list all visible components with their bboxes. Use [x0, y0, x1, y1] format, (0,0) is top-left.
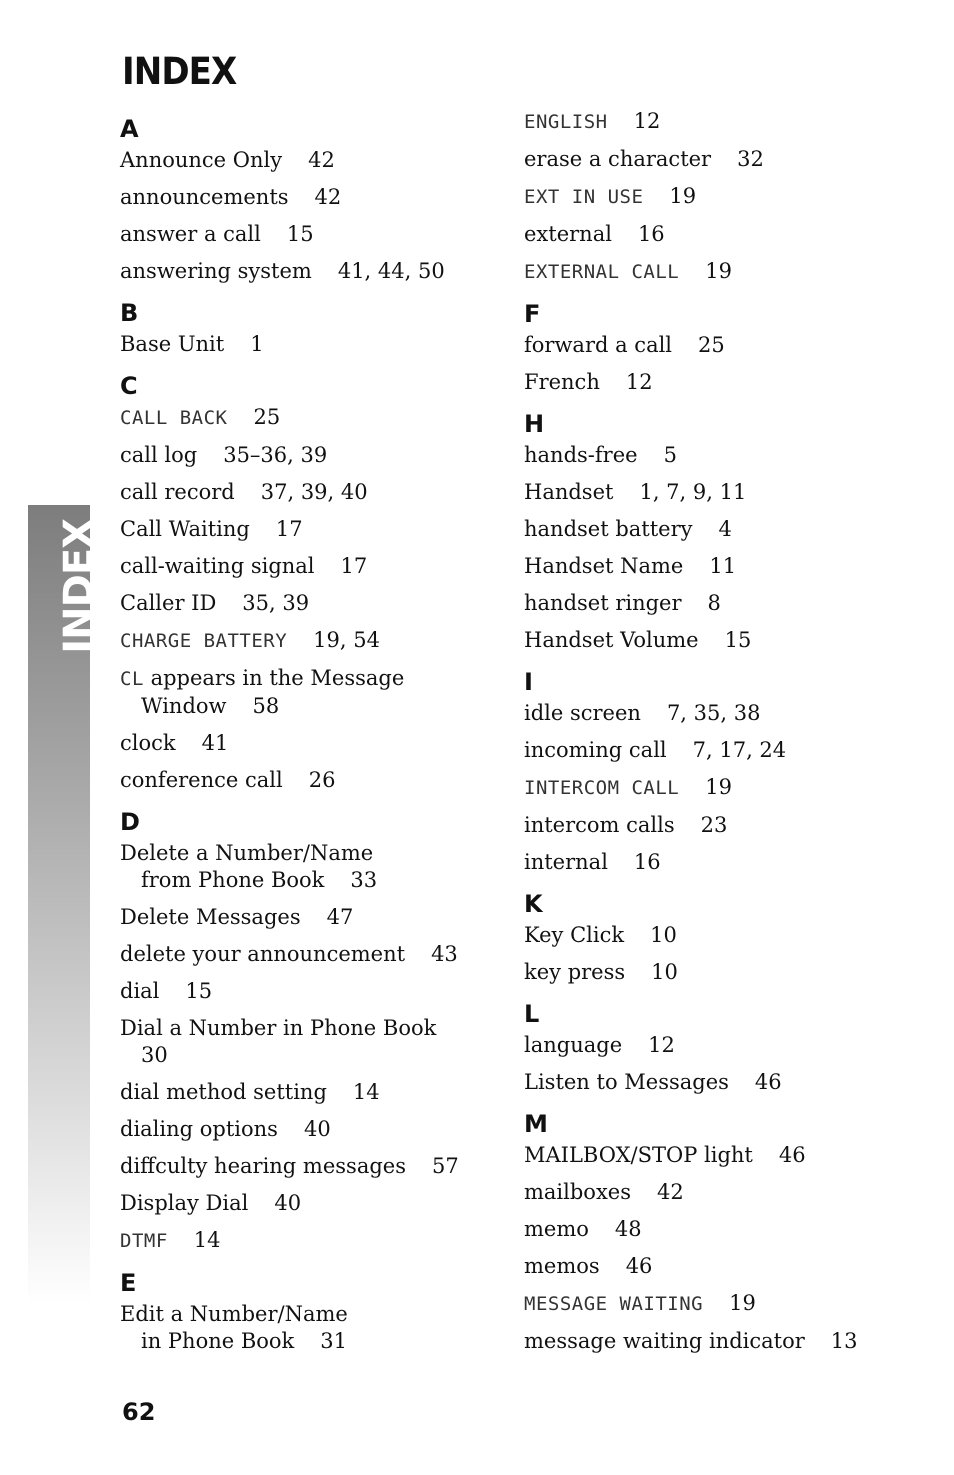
entry-term: French — [524, 370, 600, 394]
index-section — [524, 664, 924, 876]
entry-pages: 7, 17, 24 — [692, 738, 787, 762]
index-section — [524, 886, 924, 986]
section-letter: E — [120, 1269, 137, 1297]
entry-pages: 7, 35, 38 — [666, 701, 761, 725]
entry-term: delete your announcement — [120, 942, 406, 966]
index-entry — [524, 590, 924, 617]
entry-term: answering system — [120, 259, 312, 283]
entry-continuation-text: Window — [141, 694, 227, 718]
entry-term: Announce Only — [120, 148, 283, 172]
entry-term: handset ringer — [524, 591, 682, 615]
entry-pages: 43 — [431, 942, 458, 966]
entry-continuation — [120, 1328, 520, 1355]
entry-pages: 41, 44, 50 — [337, 259, 445, 283]
entry-pages: 32 — [737, 147, 764, 171]
index-entry — [524, 700, 924, 727]
entry-term: CALL BACK — [120, 407, 228, 429]
entry-pages: 8 — [707, 591, 721, 615]
entry-term: handset battery — [524, 517, 693, 541]
entry-pages: 15 — [185, 979, 213, 1003]
side-tab — [28, 505, 102, 1305]
index-entry — [524, 959, 924, 986]
entry-pages: 14 — [193, 1228, 221, 1252]
index-entry — [524, 332, 924, 359]
index-entry — [524, 108, 924, 136]
entry-continuation-text: from Phone Book — [141, 868, 325, 892]
page-number: 62 — [122, 1398, 156, 1426]
entry-pages: 15 — [724, 628, 752, 652]
index-section — [524, 108, 924, 286]
entry-pages: 25 — [253, 405, 281, 429]
index-entry — [524, 442, 924, 469]
entry-term: diffculty hearing messages — [120, 1154, 406, 1178]
section-letter: I — [524, 668, 533, 696]
entry-pages: 23 — [700, 813, 728, 837]
index-entry — [120, 767, 520, 794]
entry-term: conference call — [120, 768, 283, 792]
entry-pages: 47 — [326, 905, 354, 929]
entry-term: hands-free — [524, 443, 638, 467]
entry-term: language — [524, 1033, 623, 1057]
entry-term: EXTERNAL CALL — [524, 261, 680, 283]
index-entry — [524, 1253, 924, 1280]
entry-term: CHARGE BATTERY — [120, 630, 288, 652]
entry-display-text: CL — [120, 668, 144, 690]
index-entry — [120, 1301, 520, 1355]
entry-term: erase a character — [524, 147, 712, 171]
entry-pages: 31 — [320, 1329, 348, 1353]
index-section — [120, 295, 520, 358]
entry-pages: 40 — [274, 1191, 302, 1215]
entry-term: key press — [524, 960, 626, 984]
entry-pages: 37, 39, 40 — [260, 480, 368, 504]
index-entry — [524, 183, 924, 211]
entry-term: call-waiting signal — [120, 554, 315, 578]
index-section — [524, 406, 924, 654]
entry-term: appears in the Message — [143, 666, 405, 690]
entry-term: Base Unit — [120, 332, 225, 356]
entry-pages: 16 — [633, 850, 661, 874]
index-entry — [120, 1116, 520, 1143]
index-entry — [120, 258, 520, 285]
section-letter: C — [120, 372, 138, 400]
entry-continuation — [120, 1042, 520, 1069]
index-entry — [120, 1079, 520, 1106]
index-entry — [120, 479, 520, 506]
entry-term: message waiting indicator — [524, 1329, 805, 1353]
index-entry — [120, 147, 520, 174]
index-section — [120, 804, 520, 1255]
index-entry — [524, 1069, 924, 1096]
section-letter: F — [524, 300, 541, 328]
index-section — [120, 1265, 520, 1355]
entry-term: Delete a Number/Name — [120, 841, 374, 865]
section-letter: M — [524, 1110, 548, 1138]
entry-term: memos — [524, 1254, 600, 1278]
entry-pages: 19 — [705, 259, 732, 283]
index-entry — [120, 730, 520, 757]
entry-pages: 41 — [201, 731, 229, 755]
entry-pages: 35–36, 39 — [223, 443, 328, 467]
entry-continuation — [120, 693, 520, 720]
entry-term: mailboxes — [524, 1180, 631, 1204]
index-entry — [524, 221, 924, 248]
index-entry — [120, 904, 520, 931]
entry-term: call record — [120, 480, 235, 504]
entry-term: DTMF — [120, 1230, 168, 1252]
entry-pages: 19, 54 — [313, 628, 380, 652]
entry-pages: 25 — [698, 333, 725, 357]
index-entry — [524, 258, 924, 286]
index-entry — [524, 1179, 924, 1206]
index-entry — [120, 627, 520, 655]
index-section — [120, 111, 520, 285]
index-entry — [120, 1015, 520, 1069]
entry-pages: 13 — [830, 1329, 858, 1353]
section-letter: D — [120, 808, 140, 836]
entry-pages: 12 — [648, 1033, 675, 1057]
index-entry — [524, 1216, 924, 1243]
index-entry — [120, 665, 520, 720]
entry-pages: 46 — [778, 1143, 806, 1167]
entry-pages: 35, 39 — [242, 591, 310, 615]
entry-pages: 33 — [350, 868, 378, 892]
entry-term: external — [524, 222, 612, 246]
entry-pages: 19 — [705, 775, 732, 799]
index-entry — [120, 553, 520, 580]
entry-term: Handset Volume — [524, 628, 699, 652]
entry-term: Handset Name — [524, 554, 684, 578]
entry-pages: 57 — [432, 1154, 459, 1178]
index-entry — [524, 146, 924, 173]
index-entry — [524, 1032, 924, 1059]
entry-pages: 19 — [669, 184, 697, 208]
page-title: INDEX — [122, 50, 237, 93]
entry-term: idle screen — [524, 701, 641, 725]
index-entry — [524, 627, 924, 654]
index-entry — [120, 221, 520, 248]
entry-pages: 17 — [340, 554, 368, 578]
entry-term: forward a call — [524, 333, 673, 357]
index-section — [120, 368, 520, 794]
section-letter: K — [524, 890, 543, 918]
index-entry — [120, 1190, 520, 1217]
index-section — [524, 1106, 924, 1355]
entry-term: intercom calls — [524, 813, 675, 837]
entry-term: dial method setting — [120, 1080, 327, 1104]
index-entry — [524, 774, 924, 802]
entry-pages: 42 — [657, 1180, 684, 1204]
entry-term: call log — [120, 443, 198, 467]
entry-pages: 40 — [303, 1117, 331, 1141]
entry-term: INTERCOM CALL — [524, 777, 680, 799]
entry-pages: 1, 7, 9, 11 — [639, 480, 747, 504]
entry-pages: 42 — [308, 148, 335, 172]
index-entry — [524, 516, 924, 543]
index-entry — [524, 1328, 924, 1355]
entry-term: ENGLISH — [524, 111, 608, 133]
entry-pages: 30 — [141, 1043, 168, 1067]
entry-term: internal — [524, 850, 608, 874]
index-entry — [120, 941, 520, 968]
entry-pages: 12 — [633, 109, 661, 133]
entry-pages: 4 — [718, 517, 732, 541]
entry-pages: 14 — [352, 1080, 380, 1104]
index-section — [524, 296, 924, 396]
index-entry — [120, 516, 520, 543]
entry-pages: 5 — [663, 443, 677, 467]
index-entry — [120, 840, 520, 894]
entry-term: EXT IN USE — [524, 186, 644, 208]
entry-pages: 46 — [754, 1070, 782, 1094]
entry-pages: 46 — [625, 1254, 653, 1278]
index-entry — [524, 369, 924, 396]
entry-term: memo — [524, 1217, 589, 1241]
index-entry — [120, 1153, 520, 1180]
entry-term: Call Waiting — [120, 517, 250, 541]
entry-term: Delete Messages — [120, 905, 301, 929]
entry-term: Key Click — [524, 923, 625, 947]
index-entry — [120, 184, 520, 211]
entry-term: announcements — [120, 185, 289, 209]
entry-pages: 26 — [308, 768, 336, 792]
index-entry — [524, 1142, 924, 1169]
entry-term: Dial a Number in Phone Book — [120, 1016, 437, 1040]
entry-term: Caller ID — [120, 591, 217, 615]
section-letter: A — [120, 115, 139, 143]
entry-continuation-text: in Phone Book — [141, 1329, 295, 1353]
entry-pages: 15 — [286, 222, 314, 246]
entry-term: Display Dial — [120, 1191, 249, 1215]
entry-pages: 1 — [250, 332, 264, 356]
index-entry — [524, 1290, 924, 1318]
entry-pages: 42 — [314, 185, 342, 209]
index-entry — [120, 331, 520, 358]
entry-pages: 10 — [650, 923, 677, 947]
section-letter: H — [524, 410, 545, 438]
entry-term: dial — [120, 979, 160, 1003]
entry-term: MAILBOX/STOP light — [524, 1143, 753, 1167]
entry-pages: 10 — [651, 960, 678, 984]
entry-term: dialing options — [120, 1117, 278, 1141]
index-entry — [120, 1227, 520, 1255]
index-entry — [120, 590, 520, 617]
entry-term: Handset — [524, 480, 614, 504]
index-entry — [524, 849, 924, 876]
index-entry — [120, 978, 520, 1005]
entry-continuation — [120, 867, 520, 894]
entry-pages: 48 — [614, 1217, 642, 1241]
index-entry — [120, 404, 520, 432]
entry-term: MESSAGE WAITING — [524, 1293, 704, 1315]
entry-term: clock — [120, 731, 176, 755]
entry-term: Listen to Messages — [524, 1070, 729, 1094]
entry-pages: 17 — [275, 517, 303, 541]
index-entry — [120, 442, 520, 469]
index-entry — [524, 553, 924, 580]
entry-pages: 16 — [637, 222, 665, 246]
entry-pages: 11 — [709, 554, 737, 578]
index-entry — [524, 737, 924, 764]
section-letter: L — [524, 1000, 540, 1028]
index-column-left — [120, 110, 520, 1365]
entry-term: answer a call — [120, 222, 261, 246]
index-entry — [524, 922, 924, 949]
index-entry — [524, 479, 924, 506]
index-section — [524, 996, 924, 1096]
entry-pages: 58 — [252, 694, 280, 718]
index-entry — [524, 812, 924, 839]
entry-term: Edit a Number/Name — [120, 1302, 348, 1326]
side-tab-label: INDEX — [56, 519, 102, 654]
entry-pages: 12 — [625, 370, 653, 394]
entry-pages: 19 — [729, 1291, 756, 1315]
entry-term: incoming call — [524, 738, 667, 762]
section-letter: B — [120, 299, 139, 327]
index-column-right — [524, 108, 924, 1365]
